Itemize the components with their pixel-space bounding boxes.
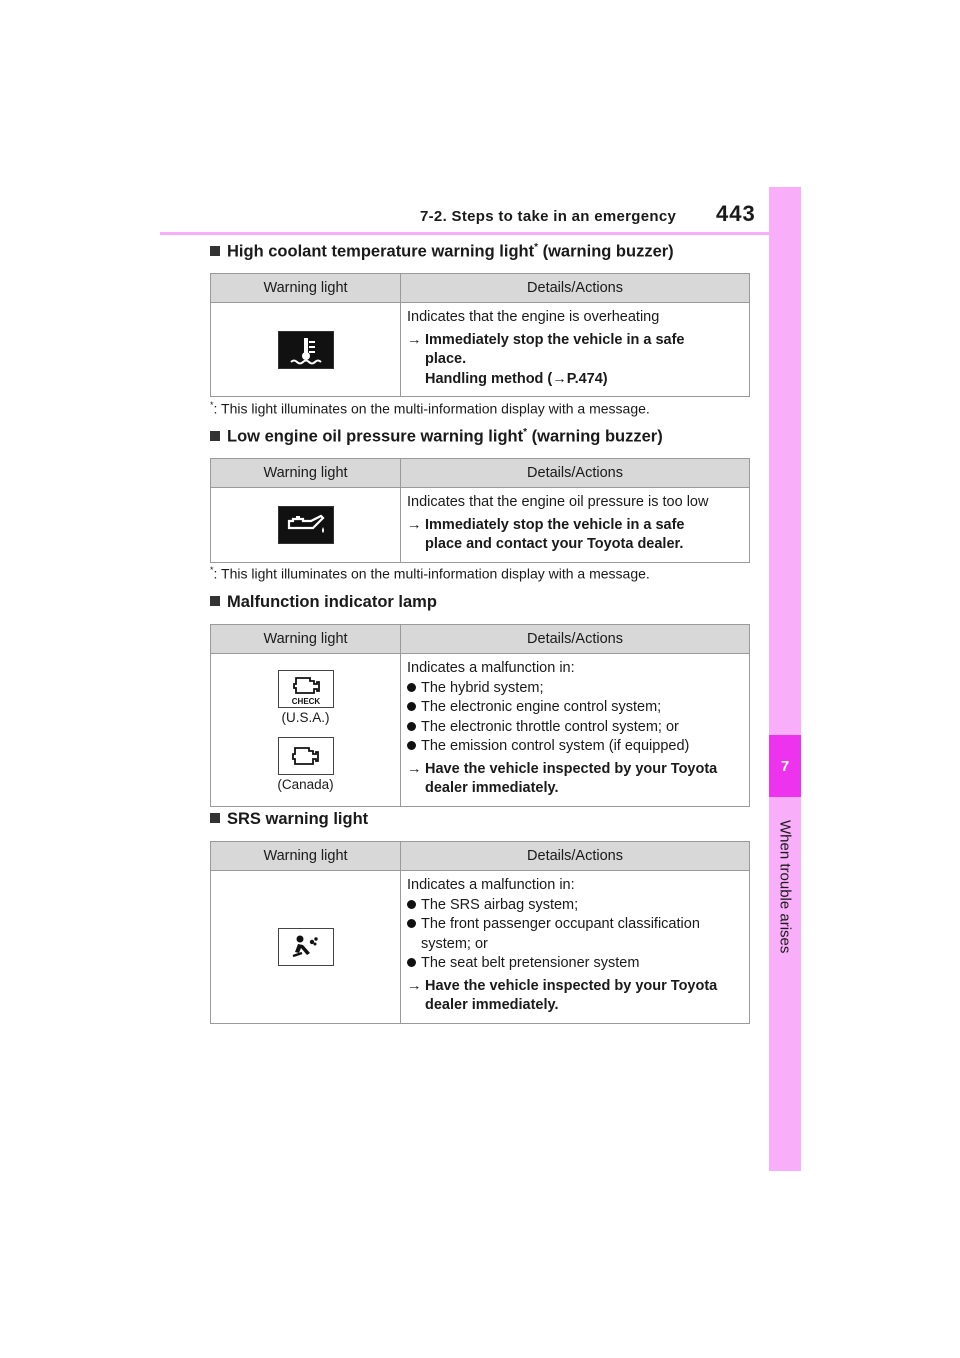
list-item: The front passenger occupant classification <box>407 915 743 935</box>
srs-heading: SRS warning light <box>210 810 368 829</box>
bullet-icon <box>407 900 416 909</box>
chapter-number: 7 <box>769 735 801 797</box>
arrow-right-icon: → <box>407 331 422 348</box>
check-engine-icon <box>278 670 334 708</box>
bullet-icon <box>407 683 416 692</box>
bullet-icon <box>407 741 416 750</box>
arrow-right-icon: → <box>407 516 422 533</box>
side-tab <box>769 187 801 1171</box>
column-header-warning-light: Warning light <box>211 625 401 654</box>
arrow-right-icon: → <box>407 760 422 777</box>
column-header-details: Details/Actions <box>401 625 750 654</box>
malfunction-table <box>210 624 750 807</box>
column-header-details: Details/Actions <box>401 459 750 488</box>
check-engine-icon <box>278 737 334 775</box>
warning-light-cell <box>211 871 401 1024</box>
usa-caption: (U.S.A.) <box>281 709 330 725</box>
square-bullet-icon <box>210 813 220 823</box>
arrow-right-icon: → <box>552 370 567 387</box>
malfunction-heading: Malfunction indicator lamp <box>210 593 437 612</box>
warning-light-cell <box>211 488 401 563</box>
bullet-icon <box>407 722 416 731</box>
oil-can-icon <box>278 506 334 544</box>
square-bullet-icon <box>210 246 220 256</box>
page-number: 443 <box>716 201 756 226</box>
check-label: CHECK <box>291 696 320 706</box>
list-item: The seat belt pretensioner system <box>407 954 743 974</box>
list-item: The electronic engine control system; <box>407 698 743 718</box>
chapter-name: When trouble arises <box>776 820 794 954</box>
srs-table <box>210 841 750 1024</box>
oil-footnote: *: This light illuminates on the multi-information display with a message. <box>210 565 650 582</box>
details-cell: Indicates that the engine oil pressure is too low → Immediately stop the vehicle in a safe place and contact your Toyota dealer. <box>401 488 750 563</box>
list-item: The emission control system (if equipped) <box>407 737 743 757</box>
square-bullet-icon <box>210 431 220 441</box>
section-title: 7-2. Steps to take in an emergency <box>420 208 677 225</box>
warning-light-cell <box>211 303 401 397</box>
coolant-temperature-icon <box>278 331 334 369</box>
details-cell: Indicates a malfunction in: The hybrid system; The electronic engine control system; The electronic throttle control system; or The emission control system (if equipped) → Have the vehicle inspected by your Toyota dealer immediately. <box>401 654 750 807</box>
warning-light-cell <box>211 654 401 807</box>
details-cell: Indicates a malfunction in: The SRS airbag system; The front passenger occupant classification system; or The seat belt pretensioner system → Have the vehicle inspected by your Toyota dealer immediately. <box>401 871 750 1024</box>
coolant-footnote: *: This light illuminates on the multi-information display with a message. <box>210 400 650 417</box>
bullet-icon <box>407 919 416 928</box>
column-header-warning-light: Warning light <box>211 842 401 871</box>
page-reference-link[interactable]: P.474) <box>566 370 608 387</box>
column-header-warning-light: Warning light <box>211 459 401 488</box>
column-header-warning-light: Warning light <box>211 274 401 303</box>
column-header-details: Details/Actions <box>401 274 750 303</box>
details-cell: Indicates that the engine is overheating → Immediately stop the vehicle in a safe place. Handling method (→P.474) <box>401 303 750 397</box>
list-item: The electronic throttle control system; or <box>407 718 743 738</box>
header-divider <box>160 232 770 235</box>
coolant-table <box>210 273 750 397</box>
oil-table <box>210 458 750 563</box>
coolant-heading: High coolant temperature warning light* (warning buzzer) <box>210 242 674 262</box>
list-item: The SRS airbag system; <box>407 896 743 916</box>
column-header-details: Details/Actions <box>401 842 750 871</box>
oil-heading: Low engine oil pressure warning light* (warning buzzer) <box>210 427 663 447</box>
arrow-right-icon: → <box>407 977 422 994</box>
bullet-icon <box>407 702 416 711</box>
srs-airbag-icon <box>278 928 334 966</box>
list-item: The hybrid system; <box>407 679 743 699</box>
canada-caption: (Canada) <box>277 776 334 792</box>
square-bullet-icon <box>210 596 220 606</box>
bullet-icon <box>407 958 416 967</box>
